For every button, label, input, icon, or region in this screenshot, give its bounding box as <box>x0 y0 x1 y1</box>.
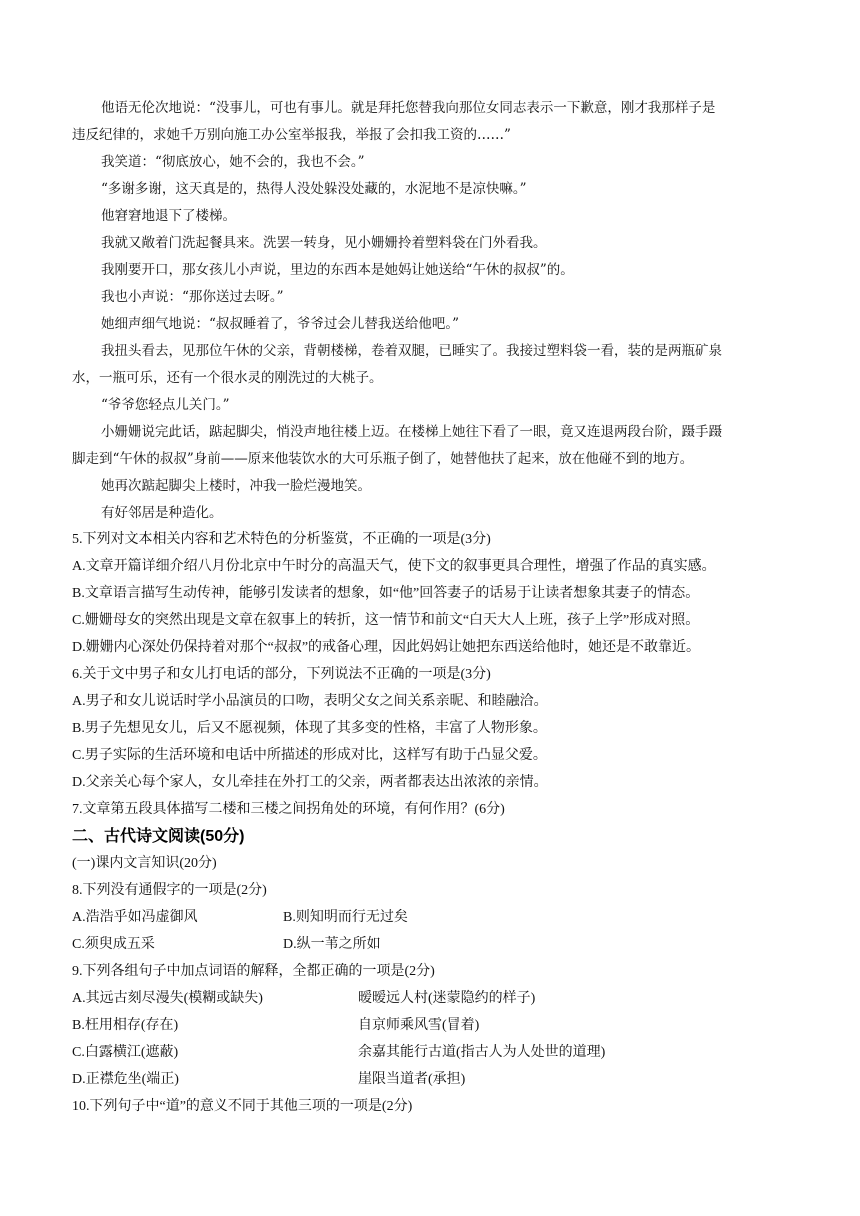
passage-line: 我就又敞着门洗起餐具来。洗罢一转身，见小姗姗拎着塑料袋在门外看我。 <box>101 235 547 251</box>
passage-line: 我也小声说：“那你送过去呀。” <box>101 289 284 305</box>
question-9-option-d-right: 崖限当道者(承担) <box>358 1072 466 1087</box>
passage-line: 我笑道：“彻底放心，她不会的，我也不会。” <box>101 154 365 170</box>
passage-line: 小姗姗说完此话，踮起脚尖，悄没声地往楼上迈。在楼梯上她往下看了一眼，竟又连退两段台阶，蹑手蹑 <box>101 424 722 440</box>
question-7-stem: 7.文章第五段具体描写二楼和三楼之间拐角处的环境，有何作用？(6分) <box>72 802 505 817</box>
question-8-stem: 8.下列没有通假字的一项是(2分) <box>72 883 267 898</box>
question-9-option-c-right: 余嘉其能行古道(指古人为人处世的道理) <box>358 1045 606 1060</box>
question-5-option-b: B.文章语言描写生动传神，能够引发读者的想象，如“他”回答妻子的话易于让读者想象其妻子的情态。 <box>72 586 700 601</box>
passage-line: 脚走到“午休的叔叔”身前——原来他装饮水的大可乐瓶子倒了，她替他扶了起来，放在他碰不到的地方。 <box>72 451 694 467</box>
passage-line: 我扭头看去，见那位午休的父亲，背朝楼梯，卷着双腿，已睡实了。我接过塑料袋一看，装的是两瓶矿泉 <box>101 343 722 359</box>
passage-line: 有好邻居是种造化。 <box>101 505 223 521</box>
question-6-option-a: A.男子和女儿说话时学小品演员的口吻，表明父女之间关系亲昵、和睦融洽。 <box>72 694 548 709</box>
question-5-option-a: A.文章开篇详细介绍八月份北京中午时分的高温天气，使下文的叙事更具合理性，增强了作品的真实感。 <box>72 559 716 574</box>
passage-line: 她细声细气地说：“叔叔睡着了，爷爷过会儿替我送给他吧。” <box>101 316 460 332</box>
section-heading: 二、古代诗文阅读(50分) <box>72 828 245 845</box>
passage-line: 他语无伦次地说：“没事儿，可也有事儿。就是拜托您替我向那位女同志表示一下歉意，刚才我那样子是 <box>101 100 716 116</box>
question-5-option-c: C.姗姗母女的突然出现是文章在叙事上的转折，这一情节和前文“白天大人上班，孩子上学”形成对照。 <box>72 613 700 628</box>
question-6-stem: 6.关于文中男子和女儿打电话的部分，下列说法不正确的一项是(3分) <box>72 667 491 682</box>
question-9-option-c-left: C.白露横江(遮蔽) <box>72 1045 179 1060</box>
passage-line: 水，一瓶可乐，还有一个很水灵的刚洗过的大桃子。 <box>72 370 383 386</box>
question-8-option-c: C.须臾成五采 <box>72 937 155 952</box>
question-8-option-b: B.则知明而行无过矣 <box>283 910 408 925</box>
passage-line: 他窘窘地退下了楼梯。 <box>101 208 236 224</box>
passage-line: 违反纪律的，求她千万别向施工办公室举报我，举报了会扣我工资的……” <box>72 127 511 143</box>
passage-line: 她再次踮起脚尖上楼时，冲我一脸烂漫地笑。 <box>101 478 371 494</box>
question-8-option-a: A.浩浩乎如冯虚御风 <box>72 910 198 925</box>
passage-line: “多谢多谢，这天真是的，热得人没处躲没处藏的，水泥地不是凉快嘛。” <box>101 181 527 197</box>
question-9-option-b-left: B.枉用相存(存在) <box>72 1018 179 1033</box>
question-9-option-d-left: D.正襟危坐(端正) <box>72 1072 179 1087</box>
passage-line: 我刚要开口，那女孩儿小声说，里边的东西本是她妈让她送给“午休的叔叔”的。 <box>101 262 574 278</box>
question-5-stem: 5.下列对文本相关内容和艺术特色的分析鉴赏，不正确的一项是(3分) <box>72 532 491 547</box>
question-9-option-a-right: 暧暧远人村(迷蒙隐约的样子) <box>358 991 536 1006</box>
question-6-option-c: C.男子实际的生活环境和电话中所描述的形成对比，这样写有助于凸显父爱。 <box>72 748 547 763</box>
question-9-option-b-right: 自京师乘风雪(冒着) <box>358 1018 480 1033</box>
question-8-option-d: D.纵一苇之所如 <box>283 937 381 952</box>
question-10-stem: 10.下列句子中“道”的意义不同于其他三项的一项是(2分) <box>72 1099 413 1114</box>
passage-line: “爷爷您轻点儿关门。” <box>101 397 230 413</box>
question-5-option-d: D.姗姗内心深处仍保持着对那个“叔叔”的戒备心理，因此妈妈让她把东西送给他时，她还是不敢靠近。 <box>72 640 701 655</box>
subsection-heading: (一)课内文言知识(20分) <box>72 856 217 871</box>
question-6-option-d: D.父亲关心每个家人，女儿牵挂在外打工的父亲，两者都表达出浓浓的亲情。 <box>72 775 548 790</box>
question-9-option-a-left: A.其远古刻尽漫失(模糊或缺失) <box>72 991 263 1006</box>
question-6-option-b: B.男子先想见女儿，后又不愿视频，体现了其多变的性格，丰富了人物形象。 <box>72 721 547 736</box>
question-9-stem: 9.下列各组句子中加点词语的解释，全都正确的一项是(2分) <box>72 964 435 979</box>
